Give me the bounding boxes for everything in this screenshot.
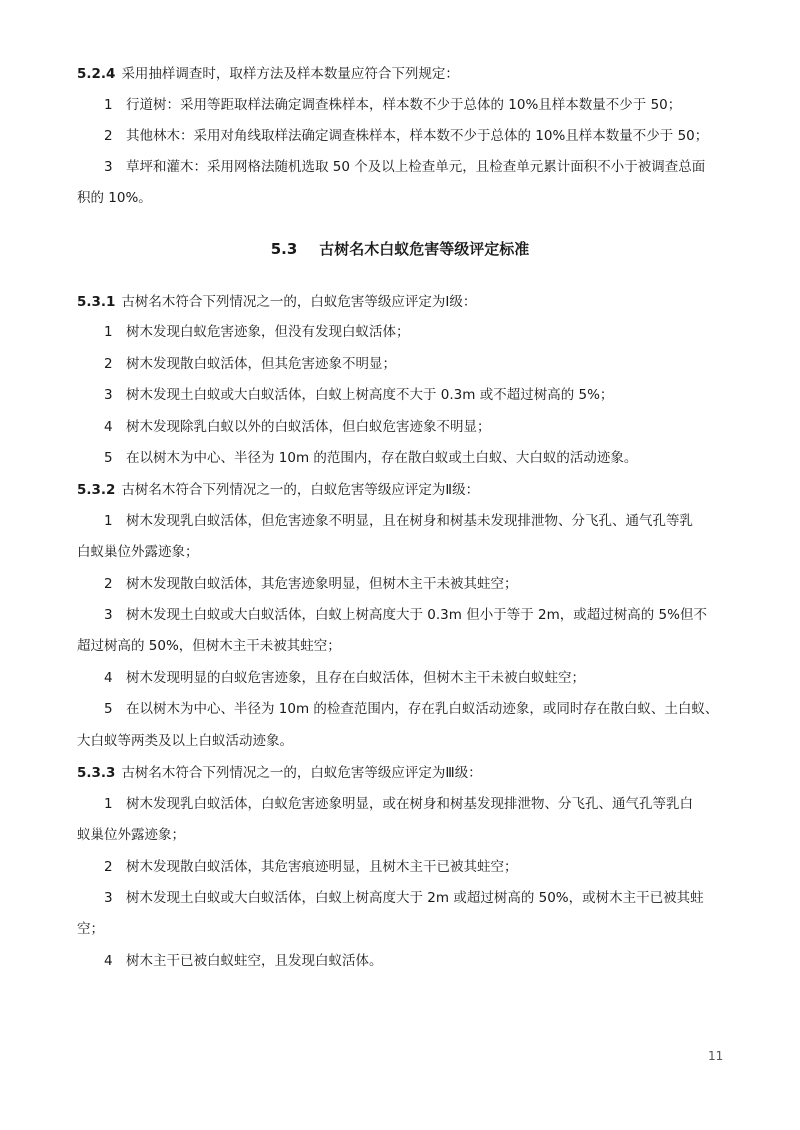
list-item [104,668,585,688]
item-number: 3 [104,607,113,623]
list-item [104,888,704,908]
item-number: 4 [104,953,113,969]
section-title [0,238,800,260]
item-number: 1 [104,97,113,113]
list-item [104,448,637,468]
item-continuation: 大白蚁等两类及以上白蚁活动迹象。 [77,733,293,749]
clause-5-3-3 [77,763,482,783]
list-item [104,354,396,374]
item-text: 树木发现土白蚁或大白蚁活体，白蚁上树高度不大于 0.3m 或不超过树高的 5%； [126,387,614,403]
list-item [104,126,708,146]
item-text: 树木主干已被白蚁蛀空，且发现白蚁活体。 [126,953,383,969]
clause-text: 古树名木符合下列情况之一的，白蚁危害等级应评定为Ⅰ级： [121,294,477,310]
list-item [104,605,707,625]
page-number: 11 [708,1049,724,1063]
item-number: 4 [104,670,113,686]
item-number: 1 [104,324,113,340]
item-text: 树木发现明显的白蚁危害迹象，且存在白蚁活体，但树木主干未被白蚁蛀空； [126,670,585,686]
item-number: 2 [104,128,113,144]
list-item [104,951,383,971]
item-text: 树木发现散白蚁活体，其危害迹象明显，但树木主干未被其蛀空； [126,576,518,592]
list-item [104,157,705,177]
list-item [104,511,693,531]
list-item [104,699,718,719]
clause-5-3-2 [77,480,479,500]
item-number: 4 [104,419,113,435]
item-continuation: 空； [77,921,104,937]
clause-number: 5.2.4 [77,66,116,82]
clause-text: 古树名木符合下列情况之一的，白蚁危害等级应评定为Ⅲ级： [121,765,482,781]
list-item [104,385,613,405]
item-number: 3 [104,890,113,906]
item-text: 树木发现乳白蚁活体，但危害迹象不明显，且在树身和树基未发现排泄物、分飞孔、通气孔等乳 [126,513,693,529]
item-number: 2 [104,859,113,875]
item-text: 其他林木：采用对角线取样法确定调查株样本，样本数不少于总体的 10%且样本数量不少于 50； [126,128,709,144]
item-text: 树木发现白蚁危害迹象，但没有发现白蚁活体； [126,324,410,340]
clause-text: 古树名木符合下列情况之一的，白蚁危害等级应评定为Ⅱ级： [121,482,480,498]
list-item [104,322,410,342]
item-continuation: 蚁巢位外露迹象； [77,827,185,843]
item-continuation: 积的 10%。 [77,190,152,206]
list-item [104,95,681,115]
clause-5-2-4 [77,64,459,84]
item-text: 树木发现土白蚁或大白蚁活体，白蚁上树高度大于 2m 或超过树高的 50%，或树木主干已被其蛀 [126,890,704,906]
item-continuation: 白蚁巢位外露迹象； [77,544,199,560]
item-number: 1 [104,513,113,529]
clause-number: 5.3.2 [77,482,116,498]
item-text: 树木发现散白蚁活体，其危害痕迹明显，且树木主干已被其蛀空； [126,859,518,875]
item-number: 3 [104,159,113,175]
item-number: 5 [104,701,113,717]
list-item [104,794,693,814]
list-item [104,417,491,437]
item-text: 行道树：采用等距取样法确定调查株样本，样本数不少于总体的 10%且样本数量不少于 50； [126,97,682,113]
section-number: 5.3 [270,240,298,258]
section-heading: 古树名木白蚁危害等级评定标准 [319,240,530,258]
item-text: 树木发现乳白蚁活体，白蚁危害迹象明显，或在树身和树基发现排泄物、分飞孔、通气孔等乳白 [126,796,693,812]
item-text: 在以树木为中心、半径为 10m 的检查范围内，存在乳白蚁活动迹象，或同时存在散白蚁、土白蚁、 [126,701,719,717]
item-continuation: 超过树高的 50%，但树木主干未被其蛀空； [77,638,341,654]
clause-number: 5.3.3 [77,765,116,781]
clause-text: 采用抽样调查时，取样方法及样本数量应符合下列规定： [121,66,459,82]
item-number: 1 [104,796,113,812]
item-text: 树木发现土白蚁或大白蚁活体，白蚁上树高度大于 0.3m 但小于等于 2m，或超过树高的 5%但不 [126,607,707,623]
clause-number: 5.3.1 [77,294,116,310]
item-number: 3 [104,387,113,403]
item-text: 树木发现散白蚁活体，但其危害迹象不明显； [126,356,396,372]
list-item [104,857,518,877]
item-number: 2 [104,356,113,372]
item-number: 5 [104,450,113,466]
clause-5-3-1 [77,292,476,312]
item-text: 草坪和灌木：采用网格法随机选取 50 个及以上检查单元，且检查单元累计面积不小于被调查总面 [126,159,706,175]
list-item [104,574,518,594]
item-number: 2 [104,576,113,592]
item-text: 在以树木为中心、半径为 10m 的范围内，存在散白蚁或土白蚁、大白蚁的活动迹象。 [126,450,638,466]
item-text: 树木发现除乳白蚁以外的白蚁活体，但白蚁危害迹象不明显； [126,419,491,435]
